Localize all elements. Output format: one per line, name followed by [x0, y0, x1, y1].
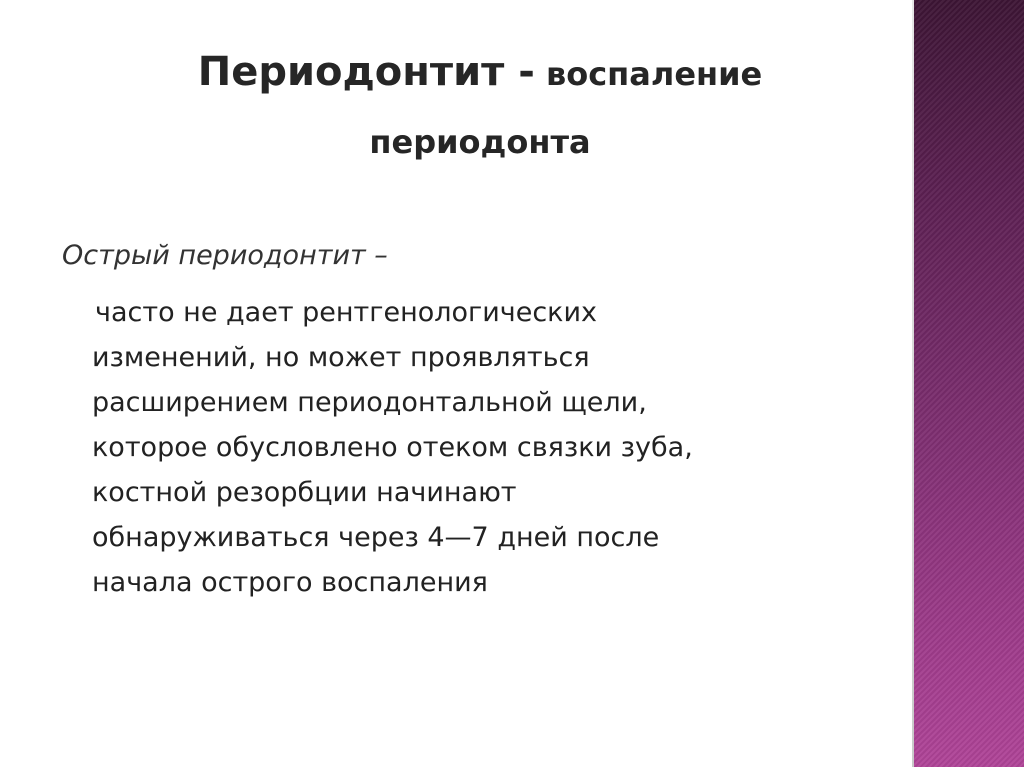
body-line: костной резорбции начинают: [92, 477, 517, 508]
body-line: изменений, но может проявляться: [92, 342, 590, 373]
body-line: расширением периодонтальной щели,: [92, 387, 647, 418]
body-line: которое обусловлено отеком связки зуба,: [92, 432, 693, 463]
slide-title: [90, 40, 870, 170]
side-band-texture: [914, 0, 1024, 767]
title-definition-start: воспаление: [545, 55, 763, 93]
body-line: обнаруживаться через 4—7 дней после: [92, 522, 660, 553]
title-main-term: Периодонтит -: [197, 49, 535, 95]
title-line-2: периодонта: [369, 123, 591, 161]
body-paragraph: [92, 290, 862, 605]
body-line: часто не дает рентгенологических: [95, 297, 598, 328]
title-line-1: [90, 40, 870, 106]
section-subtitle: Острый периодонтит –: [62, 240, 388, 271]
body-line: начала острого воспаления: [92, 567, 488, 598]
